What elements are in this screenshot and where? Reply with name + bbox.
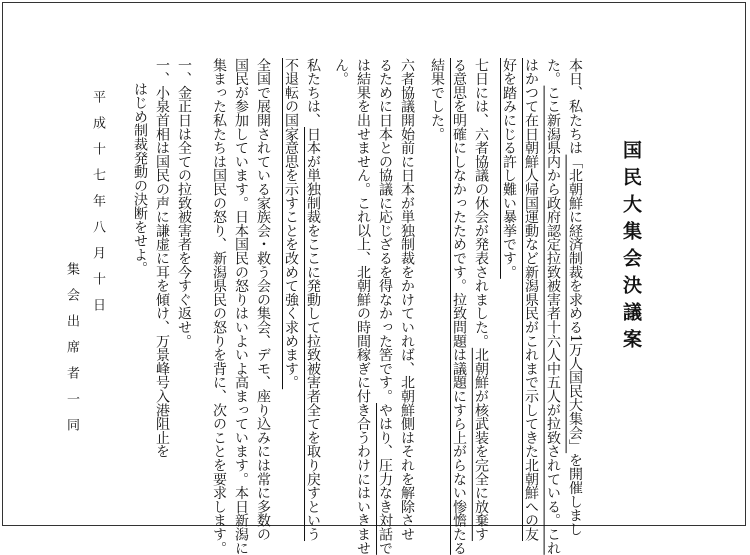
resolution-item-2: 一、小泉首相は国民の声に謙虚に耳を傾け、万景峰号入港阻止を <box>154 58 170 459</box>
document-date: 平成十七年八月十日 <box>90 90 105 324</box>
body-line-4: 好を踏みにじる許し難い暴挙です。 <box>501 58 517 279</box>
body-line-11: ん。 <box>333 58 349 86</box>
body-line-1: 本日、私たちは「北朝鮮に経済制裁を求める1万人国民大集会」を開催しまし <box>567 58 583 536</box>
body-line-15: 国民が参加しています。日本国民の怒りはいよいよ高まっています。本日新潟に <box>233 58 249 555</box>
body-line-7: 結果でした。 <box>429 58 445 141</box>
resolution-item-2-continued: はじめ制裁発動の決断をせよ。 <box>132 82 148 276</box>
document-title: 国民大集会決議案 <box>620 140 642 356</box>
body-line-14: 全国で展開されている家族会・救う会の集会、デモ、座り込みには常に多数の <box>255 58 271 542</box>
body-line-5: 七日には、六者協議の休会が発表されました。北朝鮮が核武装を完全に放棄す <box>473 58 489 542</box>
body-line-12: 私たちは、日本が単独制裁をここに発動して拉致被害者全てを取り戻すという <box>305 58 321 542</box>
resolution-item-1: 一、金正日は全ての拉致被害者を今すぐ返せ。 <box>176 58 192 348</box>
body-line-9: るために日本との協議に応じざるを得なかった筈です。やはり、圧力なき対話で <box>377 58 393 555</box>
signature: 集会出席者一同 <box>64 262 79 444</box>
body-line-13: 不退転の国家意思を示すことを改めて強く求めます。 <box>283 58 299 390</box>
body-line-10: は結果を出せません。これ以上、北朝鮮の時間稼ぎに付き合うわけにはいきませ <box>355 58 371 555</box>
body-line-16: 集まった私たちは国民の怒り、新潟県民の怒りを背に、次のことを要求します。 <box>211 58 227 555</box>
body-line-6: る意思を明確にしなかったためです。拉致問題は議題にすら上がらない惨憺たる <box>451 58 467 555</box>
body-line-2: た。ここ新潟県内から政府認定拉致被害者十六人中五人が拉致されている。これ <box>545 58 561 555</box>
body-line-8: 六者協議開始前に日本が単独制裁をかけていれば、北朝鮮側はそれを解除させ <box>399 58 415 542</box>
body-line-3: はかつて在日朝鮮人帰国運動など新潟県民がこれまで示してきた北朝鮮への友 <box>523 58 539 542</box>
